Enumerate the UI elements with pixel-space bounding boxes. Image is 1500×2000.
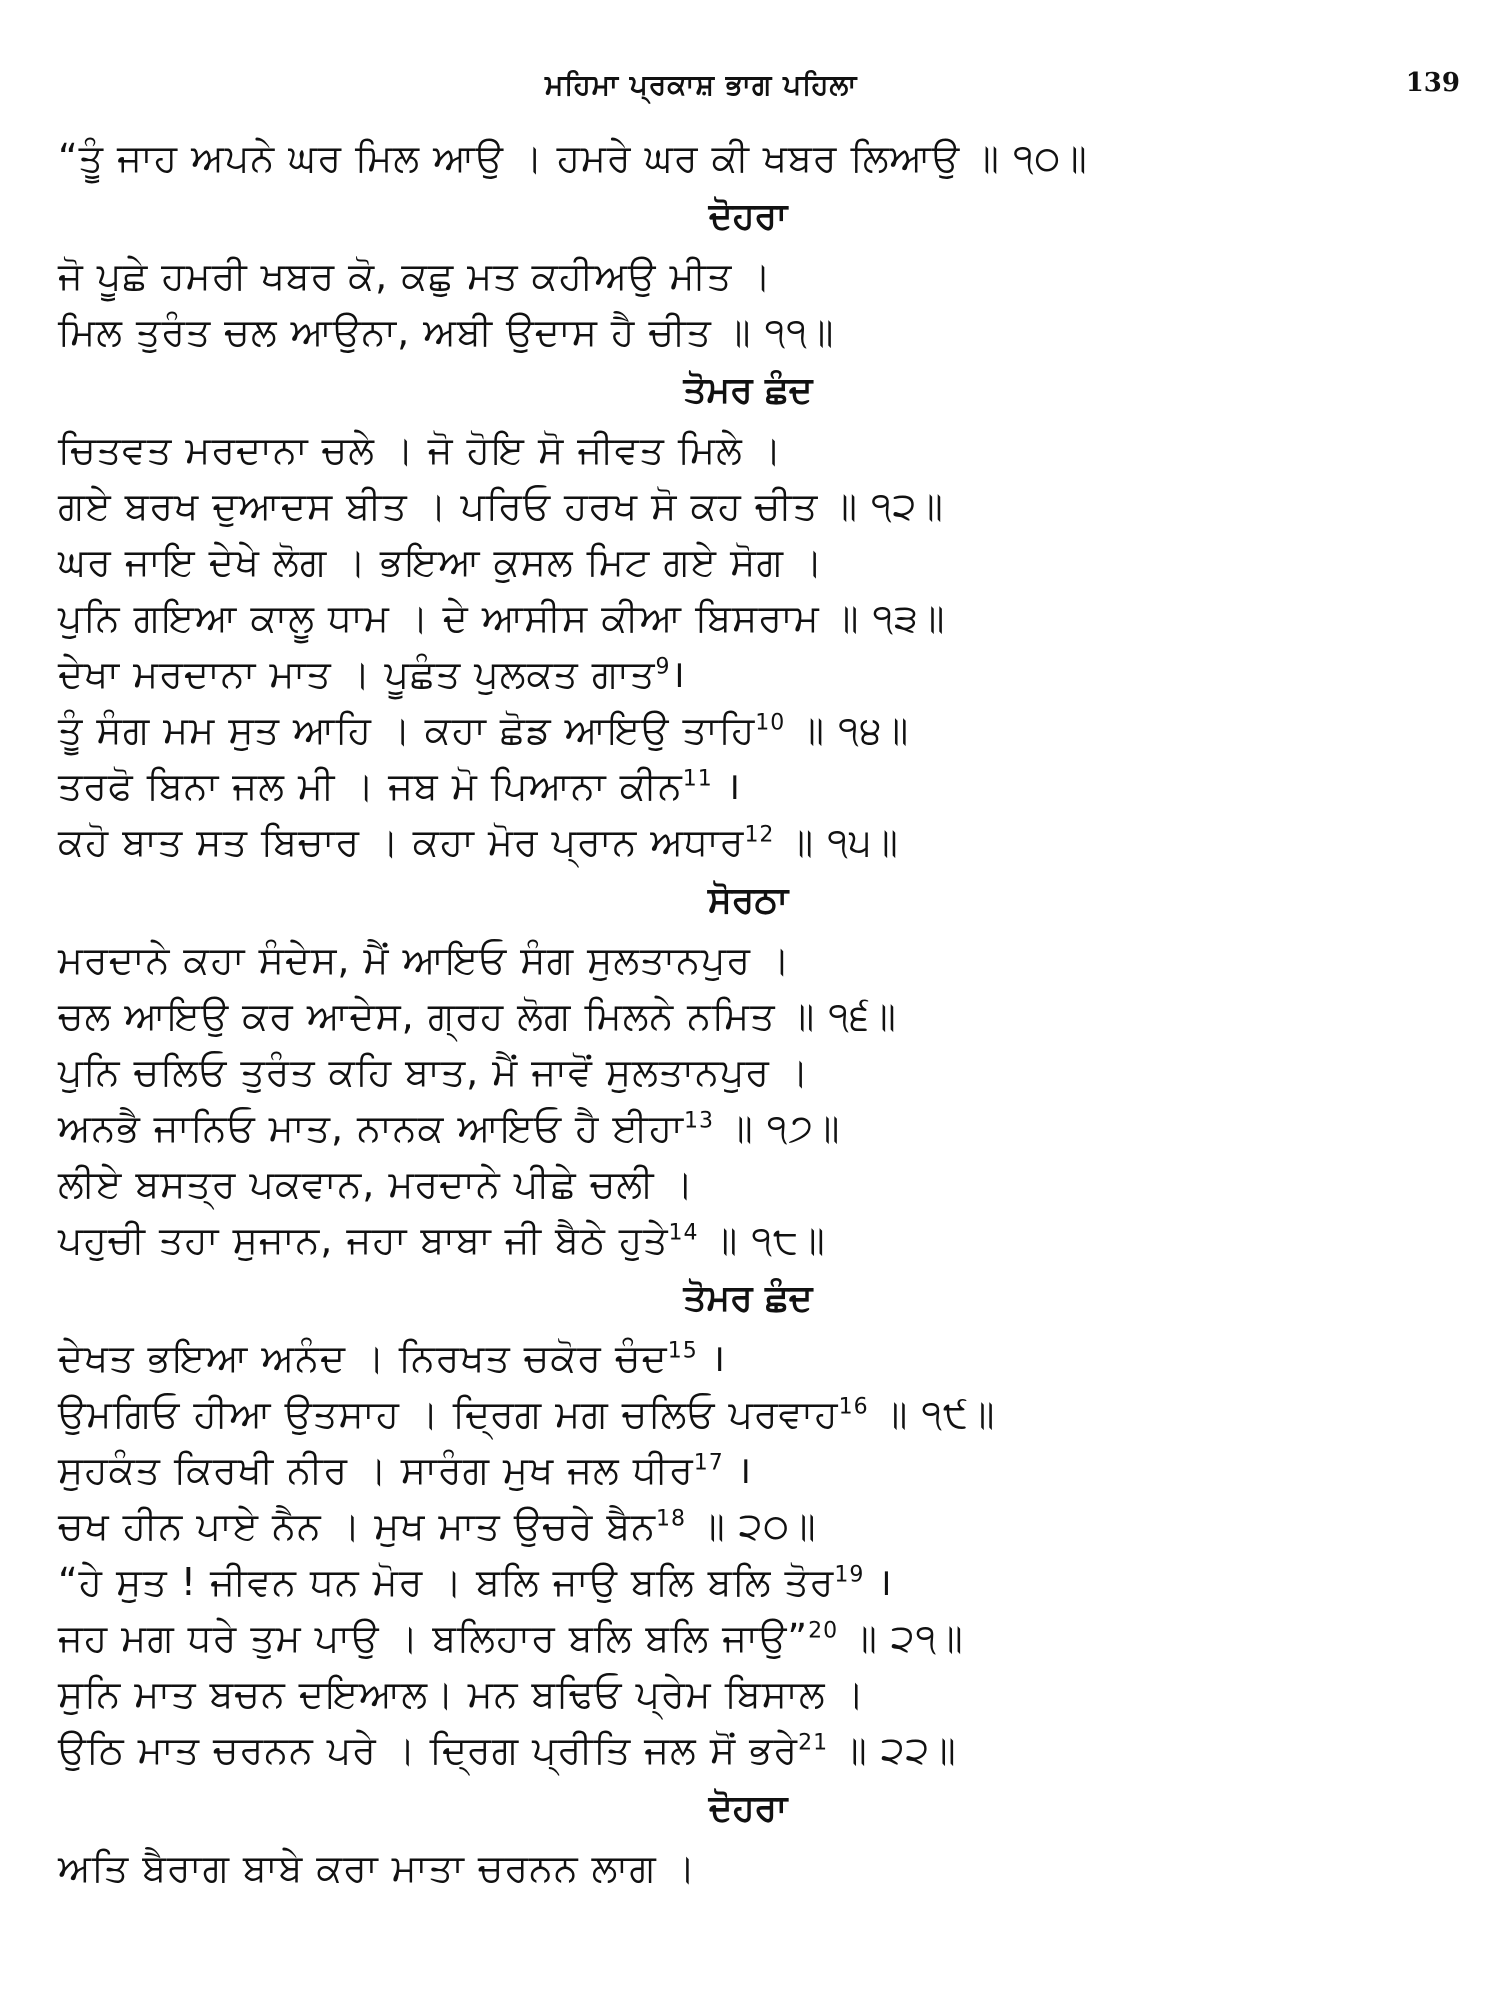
footnote-marker: 18	[656, 1506, 687, 1532]
verse-text: ਉਠਿ ਮਾਤ ਚਰਨਨ ਪਰੇ । ਦ੍ਰਿਗ ਪ੍ਰੀਤਿ ਜਲ ਸੋਂ ਭਰੇ	[58, 1728, 799, 1772]
verse-text: ਦੇਖਤ ਭਇਆ ਅਨੰਦ । ਨਿਰਖਤ ਚਕੋਰ ਚੰਦ	[58, 1336, 668, 1380]
footnote-marker: 9	[655, 654, 671, 680]
verse-tail: ॥ ੧੮॥	[698, 1218, 826, 1262]
verse-line	[58, 646, 1458, 702]
page-number: 139	[1405, 68, 1460, 98]
verse-text: ਮਿਲ ਤੁਰੰਤ ਚਲ ਆਉਨਾ, ਅਬੀ ਉਦਾਸ ਹੈ ਚੀਤ ॥ ੧੧॥	[58, 310, 835, 354]
verse-line	[58, 1442, 1458, 1498]
footnote-marker: 20	[808, 1618, 839, 1644]
footnote-marker: 13	[684, 1108, 715, 1134]
verse-tail: ॥ ੨੧॥	[838, 1616, 964, 1660]
verse-tail: ।	[864, 1560, 893, 1604]
verse-tail: ॥ ੧੪॥	[785, 708, 910, 752]
verse-line	[58, 1840, 1458, 1896]
verse-text: ਪਹੁਚੀ ਤਹਾ ਸੁਜਾਨ, ਜਹਾ ਬਾਬਾ ਜੀ ਬੈਠੇ ਹੁਤੇ	[58, 1218, 669, 1262]
section-heading: ਦੋਹਰਾ	[708, 196, 788, 237]
verse-text: ਪੁਨਿ ਗਇਆ ਕਾਲੂ ਧਾਮ । ਦੇ ਆਸੀਸ ਕੀਆ ਬਿਸਰਾਮ ॥ ੧੩॥	[58, 596, 946, 640]
verse-text: ਉਮਗਿਓ ਹੀਆ ਉਤਸਾਹ । ਦ੍ਰਿਗ ਮਗ ਚਲਿਓ ਪਰਵਾਹ	[58, 1392, 839, 1436]
verse-text: ਕਹੋ ਬਾਤ ਸਤ ਬਿਚਾਰ । ਕਹਾ ਮੋਰ ਪ੍ਰਾਨ ਅਧਾਰ	[58, 820, 745, 864]
page-header	[0, 68, 1500, 108]
verse-text: ਤੂੰ ਸੰਗ ਮਮ ਸੁਤ ਆਹਿ । ਕਹਾ ਛੋਡ ਆਇਉ ਤਾਹਿ	[58, 708, 756, 752]
footnote-marker: 14	[668, 1220, 699, 1246]
verse-line	[58, 1610, 1458, 1666]
verse-text: ਚਿਤਵਤ ਮਰਦਾਨਾ ਚਲੇ । ਜੋ ਹੋਇ ਸੋ ਜੀਵਤ ਮਿਲੇ ।	[58, 428, 783, 472]
verse-line	[58, 988, 1458, 1044]
verse-tail: ॥ ੨੨॥	[828, 1728, 957, 1772]
verse-text: “ਹੇ ਸੁਤ ! ਜੀਵਨ ਧਨ ਮੋਰ । ਬਲਿ ਜਾਉ ਬਲਿ ਬਲਿ ਤੋਰ	[58, 1560, 835, 1604]
verse-line	[58, 130, 1458, 186]
verse-tail: ।	[670, 652, 686, 696]
verse-tail: ।	[723, 1448, 753, 1492]
verse-line	[58, 422, 1458, 478]
verse-body	[58, 130, 1458, 1896]
section-heading: ਤੋਮਰ ਛੰਦ	[683, 1278, 813, 1319]
verse-line	[58, 758, 1458, 814]
verse-line	[58, 248, 1458, 304]
footnote-marker: 15	[667, 1338, 698, 1364]
verse-text: ਗਏ ਬਰਖ ਦੁਆਦਸ ਬੀਤ । ਪਰਿਓ ਹਰਖ ਸੋ ਕਹ ਚੀਤ ॥ ੧੨॥	[58, 484, 944, 528]
verse-line	[58, 1212, 1458, 1268]
verse-line	[58, 590, 1458, 646]
verse-line	[58, 1666, 1458, 1722]
verse-line	[58, 1044, 1458, 1100]
running-head: ਮਹਿਮਾ ਪ੍ਰਕਾਸ਼ ਭਾਗ ਪਹਿਲਾ	[545, 68, 858, 101]
verse-text: “ਤੂੰ ਜਾਹ ਅਪਨੇ ਘਰ ਮਿਲ ਆਉ । ਹਮਰੇ ਘਰ ਕੀ ਖਬਰ ਲਿਆਉ ॥ ੧੦॥	[58, 136, 1088, 180]
footnote-marker: 11	[682, 766, 713, 792]
verse-text: ਦੇਖਾ ਮਰਦਾਨਾ ਮਾਤ । ਪੂਛੰਤ ਪੁਲਕਤ ਗਾਤ	[58, 652, 656, 696]
verse-text: ਪੁਨਿ ਚਲਿਓ ਤੁਰੰਤ ਕਹਿ ਬਾਤ, ਮੈਂ ਜਾਵੋਂ ਸੁਲਤਾਨਪੁਰ ।	[58, 1050, 810, 1094]
verse-tail: ॥ ੨੦॥	[686, 1504, 817, 1548]
verse-line	[58, 932, 1458, 988]
verse-text: ਅਤਿ ਬੈਰਾਗ ਬਾਬੇ ਕਰਾ ਮਾਤਾ ਚਰਨਨ ਲਾਗ ।	[58, 1846, 697, 1890]
verse-tail: ॥ ੧੫॥	[774, 820, 899, 864]
verse-tail: ॥ ੧੯॥	[868, 1392, 996, 1436]
verse-text: ਮਰਦਾਨੇ ਕਹਾ ਸੰਦੇਸ, ਮੈਂ ਆਇਓ ਸੰਗ ਸੁਲਤਾਨਪੁਰ ।	[58, 938, 791, 982]
verse-line	[58, 304, 1458, 360]
verse-text: ਚਲ ਆਇਉ ਕਰ ਆਦੇਸ, ਗ੍ਰਹ ਲੋਗ ਮਿਲਨੇ ਨਮਿਤ ॥ ੧੬॥	[58, 994, 897, 1038]
verse-tail: ।	[712, 764, 742, 808]
verse-line	[58, 534, 1458, 590]
footnote-marker: 21	[798, 1730, 829, 1756]
verse-line	[58, 1330, 1458, 1386]
verse-line	[58, 1722, 1458, 1778]
section-heading: ਸੋਰਠਾ	[707, 880, 789, 921]
verse-text: ਘਰ ਜਾਇ ਦੇਖੇ ਲੋਗ । ਭਇਆ ਕੁਸਲ ਮਿਟ ਗਏ ਸੋਗ ।	[58, 540, 824, 584]
verse-text: ਜੋ ਪੂਛੇ ਹਮਰੀ ਖਬਰ ਕੋ, ਕਛੁ ਮਤ ਕਹੀਅਉ ਮੀਤ ।	[58, 254, 773, 298]
section-heading: ਦੋਹਰਾ	[708, 1788, 788, 1829]
footnote-marker: 17	[693, 1450, 724, 1476]
section-heading: ਤੋਮਰ ਛੰਦ	[683, 370, 813, 411]
verse-tail: ।	[697, 1336, 727, 1380]
verse-line	[58, 814, 1458, 870]
footnote-marker: 12	[744, 822, 775, 848]
verse-text: ਅਨਭੈ ਜਾਨਿਓ ਮਾਤ, ਨਾਨਕ ਆਇਓ ਹੈ ਈਹਾ	[58, 1106, 685, 1150]
verse-text: ਲੀਏ ਬਸਤ੍ਰ ਪਕਵਾਨ, ਮਰਦਾਨੇ ਪੀਛੇ ਚਲੀ ।	[58, 1162, 695, 1206]
verse-text: ਤਰਫੋ ਬਿਨਾ ਜਲ ਮੀ । ਜਬ ਮੋ ਪਿਆਨਾ ਕੀਨ	[58, 764, 683, 808]
verse-line	[58, 702, 1458, 758]
verse-line	[58, 1498, 1458, 1554]
verse-line	[58, 1386, 1458, 1442]
verse-tail: ॥ ੧੭॥	[714, 1106, 841, 1150]
footnote-marker: 19	[834, 1562, 865, 1588]
verse-line	[58, 1156, 1458, 1212]
verse-text: ਚਖ ਹੀਨ ਪਾਏ ਨੈਨ । ਮੁਖ ਮਾਤ ਉਚਰੇ ਬੈਨ	[58, 1504, 657, 1548]
verse-line	[58, 478, 1458, 534]
footnote-marker: 16	[838, 1394, 869, 1420]
verse-line	[58, 1554, 1458, 1610]
verse-line	[58, 1100, 1458, 1156]
verse-text: ਸੁਨਿ ਮਾਤ ਬਚਨ ਦਇਆਲ। ਮਨ ਬਢਿਓ ਪ੍ਰੇਮ ਬਿਸਾਲ ।	[58, 1672, 866, 1716]
verse-text: ਜਹ ਮਗ ਧਰੇ ਤੁਮ ਪਾਉ । ਬਲਿਹਾਰ ਬਲਿ ਬਲਿ ਜਾਉ”	[58, 1616, 809, 1660]
verse-text: ਸੁਹਕੰਤ ਕਿਰਖੀ ਨੀਰ । ਸਾਰੰਗ ਮੁਖ ਜਲ ਧੀਰ	[58, 1448, 694, 1492]
footnote-marker: 10	[755, 710, 786, 736]
